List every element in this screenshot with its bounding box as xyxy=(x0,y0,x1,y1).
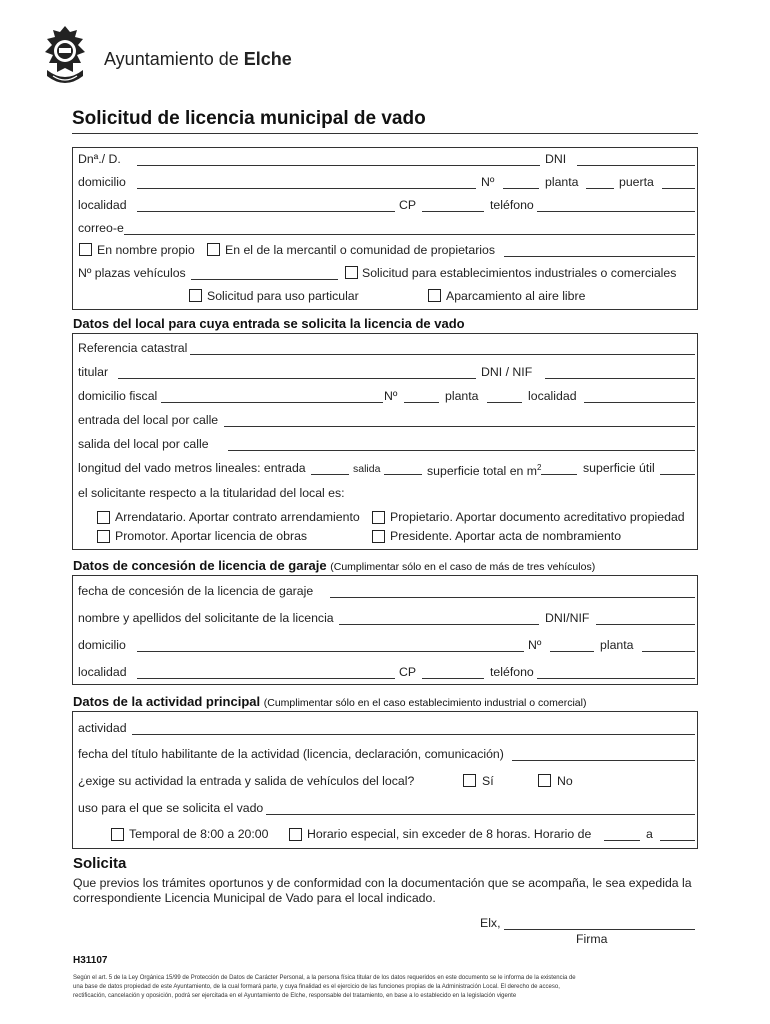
planta-label: planta xyxy=(545,175,579,189)
aparcamiento-label: Aparcamiento al aire libre xyxy=(446,289,586,303)
dn-field[interactable] xyxy=(137,165,540,166)
puerta-label: puerta xyxy=(619,175,654,189)
domicilio-fiscal-field[interactable] xyxy=(161,402,383,403)
dni-nif-field[interactable] xyxy=(545,378,695,379)
garaje-planta-field[interactable] xyxy=(642,651,695,652)
garaje-telefono-field[interactable] xyxy=(537,678,695,679)
garaje-domicilio-label: domicilio xyxy=(78,638,126,652)
correo-label: correo-e xyxy=(78,221,124,235)
aparcamiento-checkbox[interactable] xyxy=(428,289,441,302)
fecha-concesion-label: fecha de concesión de la licencia de garaje xyxy=(78,584,314,598)
domicilio-field[interactable] xyxy=(137,188,476,189)
local-num-field[interactable] xyxy=(404,402,439,403)
dni-label: DNI xyxy=(545,152,567,166)
horario-a-label: a xyxy=(646,827,653,841)
local-planta-label: planta xyxy=(445,389,479,403)
salida-small-label: salida xyxy=(353,463,381,475)
solicita-text-line1: Que previos los trámites oportunos y de conformidad con la documentación que se acompaña, le sea expedida la xyxy=(73,876,692,890)
domicilio-fiscal-label: domicilio fiscal xyxy=(78,389,158,403)
local-heading: Datos del local para cuya entrada se solicita la licencia de vado xyxy=(73,316,465,331)
propietario-checkbox[interactable] xyxy=(372,511,385,524)
establecimientos-checkbox[interactable] xyxy=(345,266,358,279)
garaje-num-field[interactable] xyxy=(550,651,594,652)
num-field[interactable] xyxy=(503,188,539,189)
presidente-checkbox[interactable] xyxy=(372,530,385,543)
superficie-util-field[interactable] xyxy=(660,474,695,475)
longitud-label: longitud del vado metros lineales: entrada xyxy=(78,461,306,475)
superficie-util-label: superficie útil xyxy=(583,461,655,475)
uso-label: uso para el que se solicita el vado xyxy=(78,801,264,815)
dni-field[interactable] xyxy=(577,165,695,166)
referencia-field[interactable] xyxy=(190,354,695,355)
mercantil-checkbox[interactable] xyxy=(207,243,220,256)
garaje-localidad-field[interactable] xyxy=(137,678,395,679)
actividad-heading: Datos de la actividad principal (Cumplimentar sólo en el caso establecimiento industrial o comercial) xyxy=(73,694,587,709)
cp-label: CP xyxy=(399,198,417,212)
garaje-telefono-label: teléfono xyxy=(490,665,534,679)
localidad-field[interactable] xyxy=(137,211,395,212)
nombre-solicitante-label: nombre y apellidos del solicitante de la licencia xyxy=(78,611,334,625)
garaje-planta-label: planta xyxy=(600,638,634,652)
entrada-field[interactable] xyxy=(224,426,695,427)
nombre-propio-checkbox[interactable] xyxy=(79,243,92,256)
entrada-label: entrada del local por calle xyxy=(78,413,219,427)
page-title: Solicitud de licencia municipal de vado xyxy=(72,108,426,129)
titular-field[interactable] xyxy=(118,378,476,379)
correo-field[interactable] xyxy=(124,234,695,235)
solicita-text-line2: correspondiente Licencia Municipal de Vado para el local indicado. xyxy=(73,891,436,905)
telefono-field[interactable] xyxy=(537,211,695,212)
propietario-label: Propietario. Aportar documento acreditativo propiedad xyxy=(390,510,685,524)
legal-line1: Según el art. 5 de la Ley Orgánica 15/99 de Protección de Datos de Carácter Personal, a la persona física titular de los datos requeridos en este documento se le informa de la existencia de xyxy=(73,975,576,981)
local-num-label: Nº xyxy=(384,389,398,403)
nombre-solicitante-field[interactable] xyxy=(339,624,539,625)
establecimientos-label: Solicitud para establecimientos industriales o comerciales xyxy=(362,266,677,280)
localidad-label: localidad xyxy=(78,198,127,212)
city-crest-icon xyxy=(37,22,93,92)
no-label: No xyxy=(557,774,573,788)
garaje-domicilio-field[interactable] xyxy=(137,651,524,652)
promotor-checkbox[interactable] xyxy=(97,530,110,543)
solicitante-label: el solicitante respecto a la titularidad del local es: xyxy=(78,486,345,500)
legal-line2: una base de datos propiedad de este Ayuntamiento, de la cual formará parte, y cuya finalidad es el ejercicio de las funciones propias de la Administración Local. El derecho de acceso, xyxy=(73,984,560,990)
signature-area[interactable] xyxy=(480,930,695,950)
garaje-dni-nif-label: DNI/NIF xyxy=(545,611,590,625)
horario-checkbox[interactable] xyxy=(289,828,302,841)
fecha-titulo-field[interactable] xyxy=(512,760,695,761)
longitud-entrada-field[interactable] xyxy=(311,474,349,475)
plazas-label: Nº plazas vehículos xyxy=(78,266,186,280)
exige-label: ¿exige su actividad la entrada y salida de vehículos del local? xyxy=(78,774,415,788)
referencia-label: Referencia catastral xyxy=(78,341,188,355)
mercantil-field[interactable] xyxy=(504,256,695,257)
garaje-cp-field[interactable] xyxy=(422,678,484,679)
horario-hasta-field[interactable] xyxy=(660,840,695,841)
dn-label: Dnª./ D. xyxy=(78,152,121,166)
superficie-total-label: superficie total en $m^2$ xyxy=(427,463,542,479)
plazas-field[interactable] xyxy=(191,279,338,280)
planta-field[interactable] xyxy=(586,188,614,189)
solicita-heading: Solicita xyxy=(73,855,127,872)
puerta-field[interactable] xyxy=(662,188,695,189)
presidente-label: Presidente. Aportar acta de nombramiento xyxy=(390,529,622,543)
num-label: Nº xyxy=(481,175,495,189)
telefono-label: teléfono xyxy=(490,198,534,212)
fecha-concesion-field[interactable] xyxy=(330,597,695,598)
salida-field[interactable] xyxy=(228,450,695,451)
actividad-field[interactable] xyxy=(132,734,695,735)
promotor-label: Promotor. Aportar licencia de obras xyxy=(115,529,308,543)
org-name: Ayuntamiento de Elche xyxy=(104,49,292,69)
garaje-num-label: Nº xyxy=(528,638,542,652)
arrendatario-label: Arrendatario. Aportar contrato arrendamiento xyxy=(115,510,360,524)
garaje-heading: Datos de concesión de licencia de garaje (Cumplimentar sólo en el caso de más de tres vehículos) xyxy=(73,558,596,573)
uso-field[interactable] xyxy=(266,814,695,815)
garaje-dni-nif-field[interactable] xyxy=(596,624,695,625)
garaje-cp-label: CP xyxy=(399,665,417,679)
titular-label: titular xyxy=(78,365,109,379)
si-checkbox[interactable] xyxy=(463,774,476,787)
temporal-checkbox[interactable] xyxy=(111,828,124,841)
horario-label: Horario especial, sin exceder de 8 horas. Horario de xyxy=(307,827,592,841)
mercantil-label: En el de la mercantil o comunidad de propietarios xyxy=(225,243,496,257)
no-checkbox[interactable] xyxy=(538,774,551,787)
local-localidad-field[interactable] xyxy=(584,402,695,403)
cp-field[interactable] xyxy=(422,211,484,212)
legal-line3: rectificación, cancelación y oposición, podrá ser ejercitada en el Ayuntamiento de Elche, responsable del tratamiento, en base a lo establecido en la legislación vigente xyxy=(73,993,517,999)
local-localidad-label: localidad xyxy=(528,389,577,403)
temporal-label: Temporal de 8:00 a 20:00 xyxy=(129,827,269,841)
applicant-section xyxy=(72,147,698,310)
nombre-propio-label: En nombre propio xyxy=(97,243,195,257)
actividad-label: actividad xyxy=(78,721,127,735)
longitud-salida-field[interactable] xyxy=(384,474,422,475)
local-planta-field[interactable] xyxy=(487,402,522,403)
salida-label: salida del local por calle xyxy=(78,437,209,451)
uso-particular-checkbox[interactable] xyxy=(189,289,202,302)
superficie-total-field[interactable] xyxy=(541,474,577,475)
uso-particular-label: Solicitud para uso particular xyxy=(207,289,359,303)
horario-desde-field[interactable] xyxy=(604,840,640,841)
garaje-localidad-label: localidad xyxy=(78,665,127,679)
dni-nif-label: DNI / NIF xyxy=(481,365,533,379)
form-code: H31107 xyxy=(73,955,108,966)
si-label: Sí xyxy=(482,774,494,788)
elx-label: Elx, xyxy=(480,916,501,930)
domicilio-label: domicilio xyxy=(78,175,126,189)
fecha-titulo-label: fecha del título habilitante de la actividad (licencia, declaración, comunicación) xyxy=(78,747,504,761)
arrendatario-checkbox[interactable] xyxy=(97,511,110,524)
firma-label: Firma xyxy=(576,932,608,946)
